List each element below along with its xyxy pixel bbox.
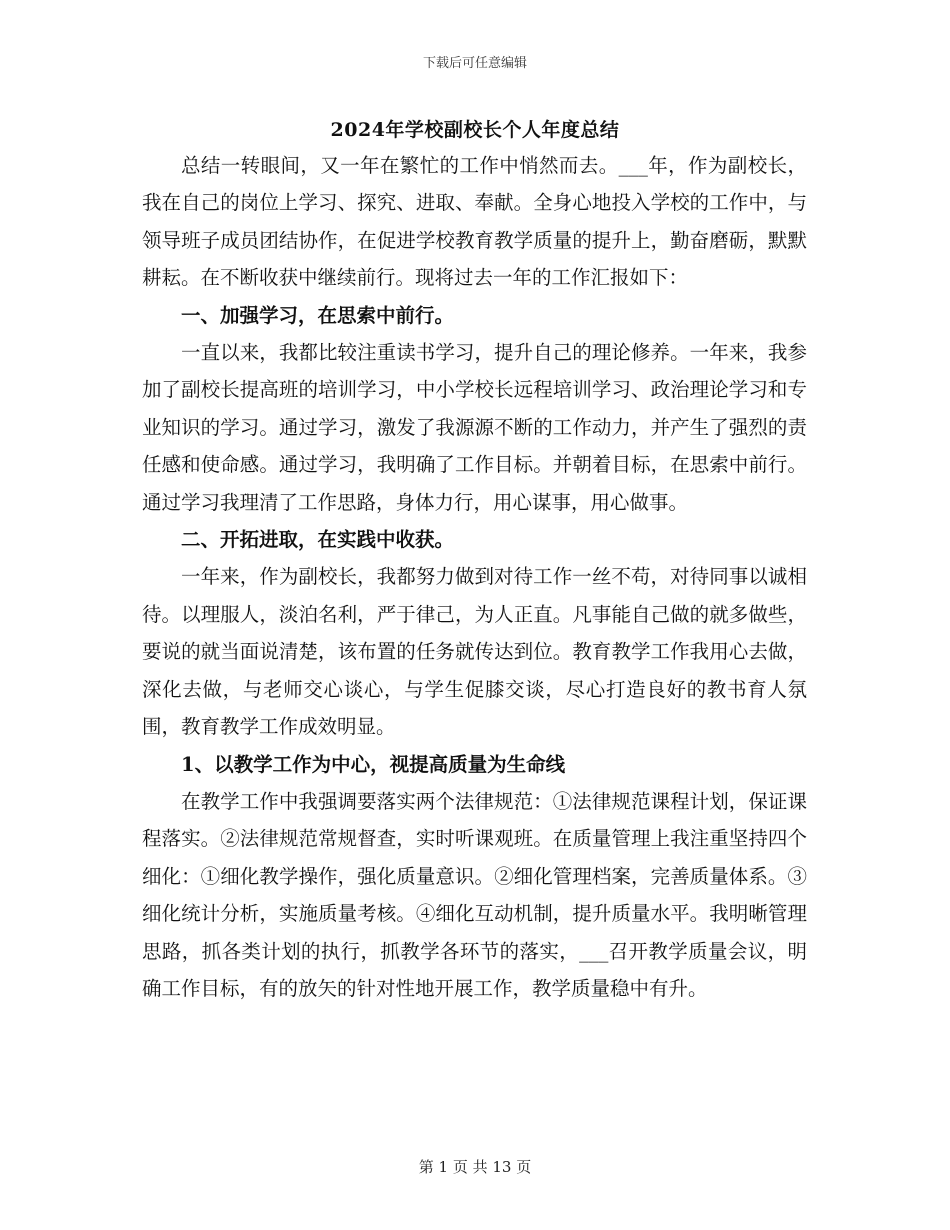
page-footer: 第 1 页 共 13 页 xyxy=(418,1158,532,1176)
document-title: 2024年学校副校长个人年度总结 xyxy=(330,119,620,141)
paragraph-practice: 一年来，作为副校长，我都努力做到对待工作一丝不苟，对待同事以诚相待。以理服人，淡泊名利，严于律己，为人正直。凡事能自己做的就多做些，要说的就当面说清楚，该布置的任务就传达到位。教育教学工作我用心去做，深化去做，与老师交心谈心，与学生促膝交谈，尽心打造良好的教书育人氛围，教育教学工作成效明显。 xyxy=(142,565,807,739)
header-note: 下载后可任意编辑 xyxy=(422,56,527,71)
paragraph-intro: 总结一转眼间，又一年在繁忙的工作中悄然而去。___年，作为副校长，我在自己的岗位上学习、探究、进取、奉献。全身心地投入学校的工作中，与领导班子成员团结协作，在促进学校教育教学质量的提升上，勤奋磨砺，默默耕耘。在不断收获中继续前行。现将过去一年的工作汇报如下： xyxy=(142,154,807,290)
document-body xyxy=(142,147,807,1007)
paragraph-teaching: 在教学工作中我强调要落实两个法律规范：①法律规范课程计划，保证课程落实。②法律规范常规督查，实时听课观班。在质量管理上我注重坚持四个细化：①细化教学操作，强化质量意识。②细化管理档案，完善质量体系。③细化统计分析，实施质量考核。④细化互动机制，提升质量水平。我明晰管理思路，抓各类计划的执行，抓教学各环节的落实，___召开教学质量会议，明确工作目标，有的放矢的针对性地开展工作，教学质量稳中有升。 xyxy=(142,789,807,1000)
subsection-heading-1: 1、以教学工作为中心，视提高质量为生命线 xyxy=(181,752,566,776)
section-heading-2: 二、开拓进取，在实践中收获。 xyxy=(181,528,455,552)
section-heading-1: 一、加强学习，在思索中前行。 xyxy=(181,303,455,327)
paragraph-study: 一直以来，我都比较注重读书学习，提升自己的理论修养。一年来，我参加了副校长提高班的培训学习，中小学校长远程培训学习、政治理论学习和专业知识的学习。通过学习，激发了我源源不断的工作动力，并产生了强烈的责任感和使命感。通过学习，我明确了工作目标。并朝着目标，在思索中前行。通过学习我理清了工作思路，身体力行，用心谋事，用心做事。 xyxy=(142,341,807,514)
